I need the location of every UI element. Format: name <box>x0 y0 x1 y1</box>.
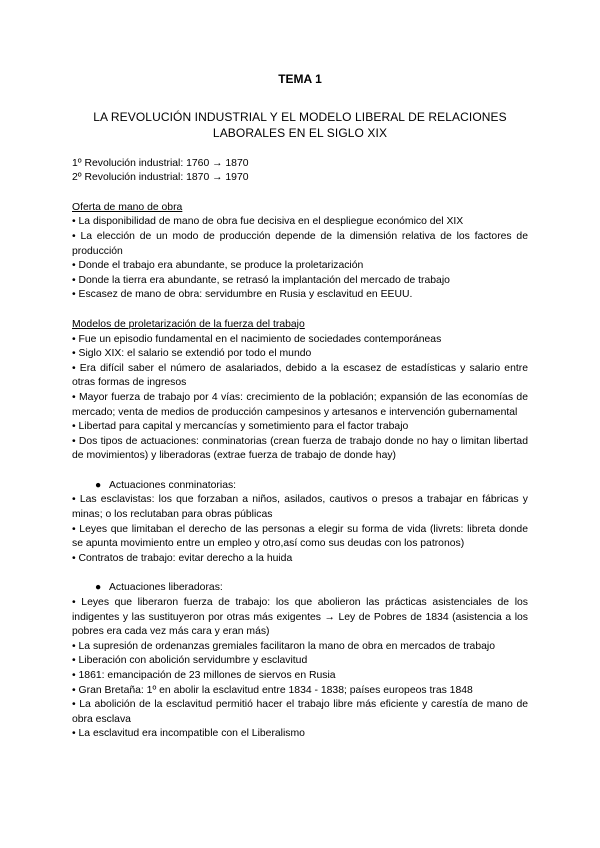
subtitle-line-2: LABORALES EN EL SIGLO XIX <box>212 125 388 140</box>
list-item: • 1861: emancipación de 23 millones de siervos en Rusia <box>72 670 336 681</box>
list-item: • Donde el trabajo era abundante, se produce la proletarización <box>72 260 364 272</box>
list-item: • Dos tipos de actuaciones: conminatorias (crean fuerza de trabajo donde no hay o limitan libertad de movimientos) y liberadoras (extrae fuerza de trabajo de donde hay) <box>72 435 528 462</box>
list-item: • Era difícil saber el número de asalariados, debido a la escasez de estadísticas y salario entre otras formas de ingresos <box>72 362 528 389</box>
list-item: • Liberación con abolición servidumbre y esclavitud <box>72 655 308 667</box>
list-item: • La abolición de la esclavitud permitió hacer el trabajo libre más eficiente y carestía de mano de obra esclava <box>72 699 528 725</box>
list-item: • Siglo XIX: el salario se extendió por todo el mundo <box>72 348 312 360</box>
section-heading-oferta: Oferta de mano de obra <box>72 201 183 213</box>
bullet-icon: ● <box>95 479 102 491</box>
subsection-heading-label: Actuaciones conminatorias: <box>109 479 237 491</box>
subsection-heading-label: Actuaciones liberadoras: <box>109 582 223 594</box>
list-item: • La esclavitud era incompatible con el Liberalismo <box>72 728 305 740</box>
list-item: • Gran Bretaña: 1º en abolir la esclavitud entre 1834 - 1838; países europeos tras 1848 <box>72 684 473 696</box>
bullet-icon: ● <box>95 582 102 594</box>
list-item: • Contratos de trabajo: evitar derecho a la huida <box>72 552 293 564</box>
date-line-2: 2º Revolución industrial: 1870 → 1970 <box>72 172 249 184</box>
revolution-dates <box>72 157 528 186</box>
list-item: • Libertad para capital y mercancías y sometimiento para el factor trabajo <box>72 421 409 433</box>
section-heading-modelos: Modelos de proletarización de la fuerza del trabajo <box>72 318 305 330</box>
section-modelos <box>72 318 528 464</box>
list-item: • Leyes que liberaron fuerza de trabajo: los que abolieron las prácticas asistenciales de los indigentes y las sustituyeron por otras más exigentes → Ley de Pobres de 1834 (asistencia a los pobres era cada vez más cara y eran más) <box>72 597 528 638</box>
subtitle-line-1: LA REVOLUCIÓN INDUSTRIAL Y EL MODELO LIBERAL DE RELACIONES <box>93 109 507 124</box>
list-item: • Escasez de mano de obra: servidumbre en Rusia y esclavitud en EEUU. <box>72 289 413 301</box>
list-item: • La disponibilidad de mano de obra fue decisiva en el despliegue económico del XIX <box>72 216 464 228</box>
section-conminatorias <box>72 479 528 567</box>
list-item: • Leyes que limitaban el derecho de las personas a elegir su forma de vida (livrets: libreta donde se apunta movimiento entre un empleo y otro,así como sus deudas con los patronos) <box>72 523 528 550</box>
page-title: TEMA 1 <box>278 72 322 86</box>
document-page <box>72 72 528 742</box>
section-oferta <box>72 201 528 303</box>
list-item: • Fue un episodio fundamental en el nacimiento de sociedades contemporáneas <box>72 333 442 345</box>
list-item: • La supresión de ordenanzas gremiales facilitaron la mano de obra en mercados de trabajo <box>72 640 495 652</box>
list-item: • Las esclavistas: los que forzaban a niños, asilados, cautivos o presos a trabajar en fábricas y minas; o los reclutaban para obras públicas <box>72 494 528 521</box>
list-item: • Donde la tierra era abundante, se retrasó la implantación del mercado de trabajo <box>72 274 450 286</box>
list-item: • Mayor fuerza de trabajo por 4 vías: crecimiento de la población; expansión de las economías de mercado; venta de medios de producción campesinos y artesanos e intervención gubernamental <box>72 391 528 418</box>
subsection-heading-liberadoras <box>72 581 528 596</box>
document-subtitle <box>72 109 528 141</box>
subsection-heading-conminatorias <box>72 479 528 494</box>
date-line-1: 1º Revolución industrial: 1760 → 1870 <box>72 157 249 169</box>
section-liberadoras <box>72 581 528 742</box>
list-item: • La elección de un modo de producción depende de la dimensión relativa de los factores de producción <box>72 230 528 257</box>
